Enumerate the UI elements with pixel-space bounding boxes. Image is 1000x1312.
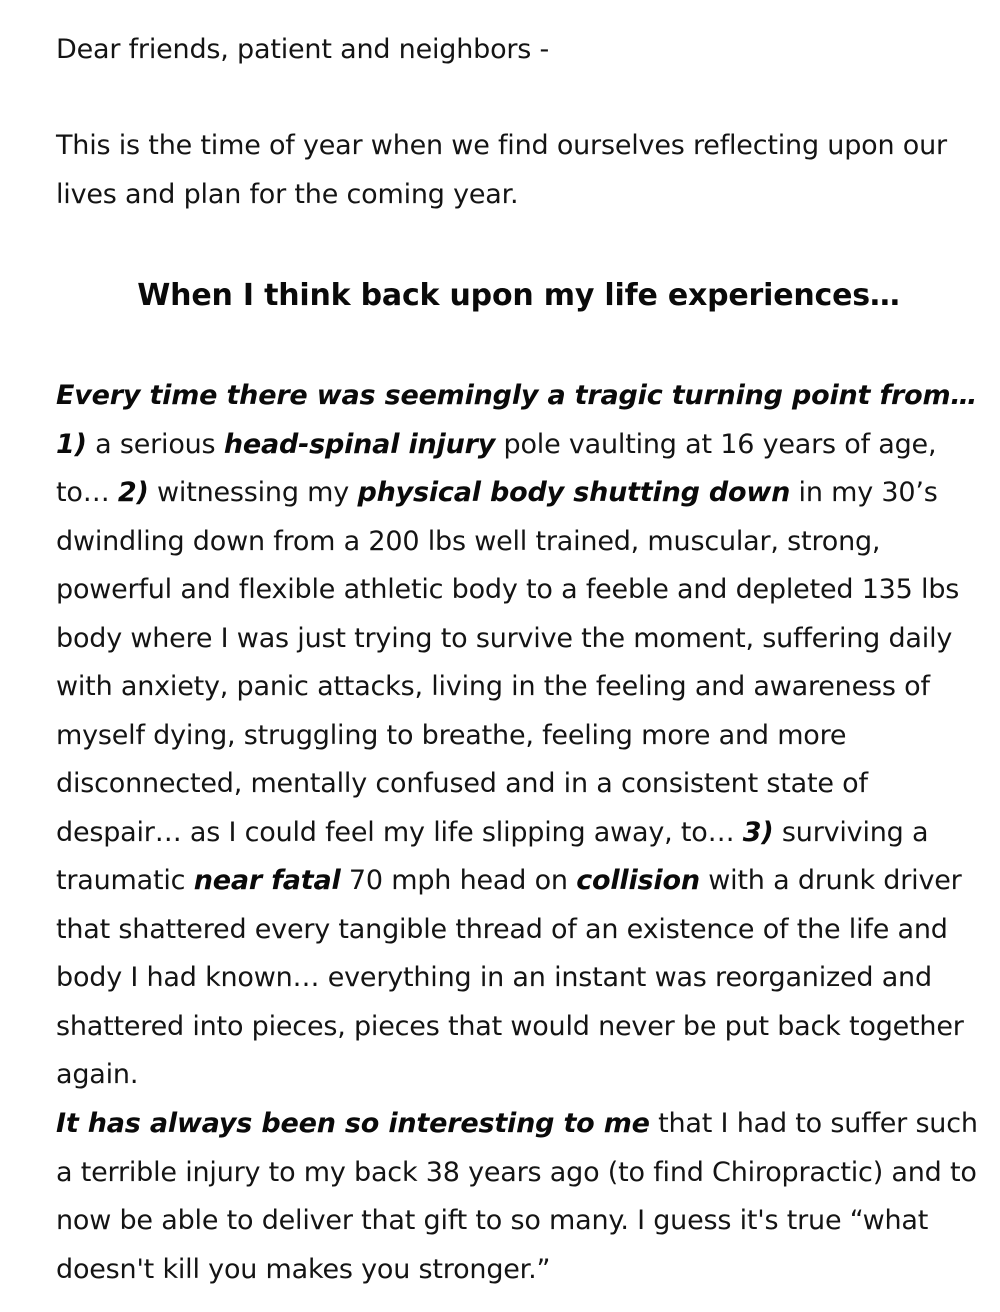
item-2-emphasis: physical body shutting down (357, 477, 791, 508)
section-heading: When I think back upon my life experiences… (137, 278, 900, 313)
item-1-text-pre: a serious (86, 428, 224, 460)
greeting-line: Dear friends, patient and neighbors - (56, 34, 550, 65)
item-1-text-post: pole vaulting at 16 years of age, to… (56, 428, 937, 508)
closing-text: that I had to suffer such a terrible injury to my back 38 years ago (to find Chiropractic) and to now be able to deliver that gift to so many. I guess it's true “what doesn't kill you makes you stronger.” (56, 1108, 978, 1285)
item-1-emphasis: head-spinal injury (223, 428, 496, 460)
item-3-text-pre: surviving a traumatic (56, 816, 929, 896)
closing-paragraph (56, 1100, 981, 1294)
item-2-text-post: in my 30’s dwindling down from a 200 lbs well trained, muscular, strong, powerful and flexible athletic body to a feeble and depleted 135 lbs body where I was just trying to survive the moment, suffering daily with anxiety, panic attacks, living in the feeling and awareness of myself dying, struggling to breathe, feeling more and more disconnected, mentally confused and in a consistent state of despair… as I could feel my life slipping away, to… (56, 477, 960, 848)
item-3-text-mid: 70 mph head on (340, 865, 577, 896)
item-3-emphasis-collision: collision (576, 865, 700, 896)
item-2-number: 2) (117, 477, 149, 508)
item-3-number: 3) (742, 816, 774, 848)
story-paragraph (56, 372, 981, 1100)
item-3-text-post: with a drunk driver that shattered every tangible thread of an existence of the life and body I had known… everything in an instant was reorganized and shattered into pieces, pieces that would never be put back together again. (56, 865, 964, 1090)
closing-lead: It has always been so interesting to me (56, 1108, 650, 1139)
item-2-text-pre: witnessing my (148, 477, 358, 508)
intro-paragraph: This is the time of year when we find ourselves reflecting upon our lives and plan for the coming year. (56, 130, 947, 210)
story-lead: Every time there was seemingly a tragic turning point from… (56, 380, 978, 411)
item-1-number: 1) (56, 428, 87, 460)
item-3-emphasis-near-fatal: near fatal (193, 865, 341, 896)
